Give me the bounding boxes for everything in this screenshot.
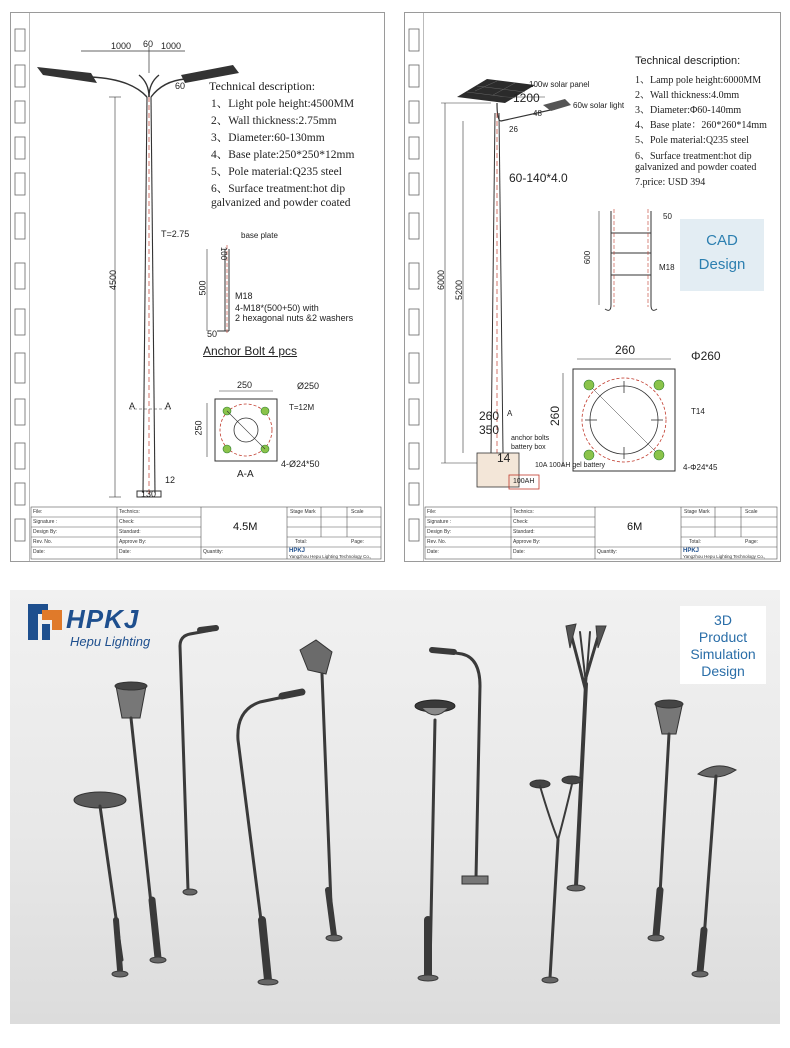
dim-plate-width: 250 <box>237 380 253 390</box>
dim-plate-height: 260 <box>548 405 563 427</box>
dim-bottom-gap: 12 <box>165 475 176 485</box>
dim-bolt-top: 100 <box>219 246 229 261</box>
tb-date: Date: <box>427 549 439 555</box>
tb-page: Page: <box>351 539 365 545</box>
tb-quantity: Quantity: <box>203 549 224 555</box>
tb-logo: HPKJ <box>683 548 700 554</box>
tb-technics: Technics: <box>119 509 140 515</box>
badge-line-1: CAD <box>706 232 738 249</box>
label-bolt-m18: M18 <box>659 263 675 272</box>
anchor-bolt-title: Anchor Bolt 4 pcs <box>203 344 298 358</box>
bolt-spec-line2: 2 hexagonal nuts &2 washers <box>235 313 354 323</box>
tech-description-title: Technical description: <box>635 55 741 67</box>
badge-line-1: 3D <box>714 612 732 628</box>
tb-design-by: Design By: <box>427 529 452 535</box>
dim-plate-thickness: T=12M <box>289 403 315 412</box>
lamp-post-disc <box>74 792 128 977</box>
dim-plate-diameter: Φ260 <box>691 349 721 363</box>
tb-check: Check: <box>119 519 135 525</box>
tb-date: Date: <box>33 549 45 555</box>
dim-pole-height: 5200 <box>454 279 465 301</box>
badge-line-2: Product <box>698 629 748 645</box>
dim-height: 4500 <box>108 269 119 291</box>
section-mark-a-right: A <box>165 401 172 411</box>
tb-scale: Scale <box>351 509 364 515</box>
tb-date2: Date: <box>119 549 131 555</box>
tb-model: 4.5M <box>233 521 258 533</box>
tb-model: 6M <box>627 521 643 533</box>
dim-plate-thickness: T14 <box>691 407 705 416</box>
label-battery-box: battery box <box>511 444 546 451</box>
tb-signature: Signature : <box>427 519 452 525</box>
label-base-plate: base plate <box>241 231 278 240</box>
tech-line: 7.price: USD 394 <box>635 177 706 188</box>
brand-subtitle: Hepu Lighting <box>70 634 151 649</box>
tech-line: 5、Pole material:Q235 steel <box>211 166 342 178</box>
dim-plate-holes: 4-Φ24*45 <box>683 463 718 472</box>
tech-line: galvanized and powder coated <box>211 197 351 209</box>
tb-technics: Technics: <box>513 509 534 515</box>
tech-line: 4、Base plate：260*260*14mm <box>635 120 767 131</box>
label-gel-battery: 10A 100AH gel battery <box>535 462 606 469</box>
label-bolt-m18: M18 <box>235 291 253 301</box>
tb-total: Total: <box>295 539 307 545</box>
tb-design-by: Design By: <box>33 529 58 535</box>
tb-stage-mark: Stage Mark <box>684 509 710 515</box>
dim-arm-left: 1000 <box>111 41 132 51</box>
section-mark-a: A <box>507 409 513 418</box>
dim-bolt-foot: 50 <box>207 329 218 339</box>
dim-pole-diameter: 60-140*4.0 <box>509 171 568 185</box>
tb-file: File: <box>33 509 43 515</box>
label-solar-light: 60w solar light <box>573 101 625 110</box>
tb-page: Page: <box>745 539 759 545</box>
dim-bolt-length: 600 <box>583 250 593 265</box>
label-solar-panel: 100w solar panel <box>529 80 590 89</box>
tb-standard: Standard: <box>119 529 141 535</box>
3d-render-panel <box>10 590 780 1024</box>
tb-logo: HPKJ <box>289 548 306 554</box>
tb-check: Check: <box>513 519 529 525</box>
dim-bolt-length: 500 <box>197 280 208 296</box>
tb-company: Yangzhou Hepu Lighting Technology Co., <box>289 554 372 559</box>
cad-drawing-6m <box>404 12 781 562</box>
tech-line: 2、Wall thickness:2.75mm <box>211 115 337 127</box>
dim-base-260: 260 <box>479 409 500 423</box>
dim-plate-width: 260 <box>615 343 636 357</box>
dim-arm-angle: 60 <box>175 81 186 91</box>
tb-total: Total: <box>689 539 701 545</box>
tb-file: File: <box>427 509 437 515</box>
dim-base-350: 350 <box>479 423 500 437</box>
tech-line: 6、Surface treatment:hot dip <box>635 151 752 162</box>
dim-base-14: 14 <box>497 451 511 465</box>
dim-plate-height: 250 <box>193 420 204 436</box>
bolt-spec-line1: 4-M18*(500+50) with <box>235 303 319 313</box>
tb-stage-mark: Stage Mark <box>290 509 316 515</box>
tb-date2: Date: <box>513 549 525 555</box>
tech-line: 3、Diameter:Φ60-140mm <box>635 105 742 116</box>
tb-approve: Approve By: <box>513 539 541 545</box>
dim-arm-angle: 26 <box>509 125 518 134</box>
dim-bottom-diameter: 130 <box>141 489 157 499</box>
tech-description-title: Technical description: <box>209 79 316 93</box>
dim-plate-holes: 4-Ø24*50 <box>281 459 320 469</box>
dim-arm-center: 60 <box>143 39 154 49</box>
tb-rev-no: Rev. No. <box>427 539 447 545</box>
dim-arm-length: 1200 <box>513 91 540 105</box>
tb-approve: Approve By: <box>119 539 147 545</box>
dim-arm-right: 1000 <box>161 41 182 51</box>
brand-name: HPKJ <box>66 604 140 634</box>
tech-line: 5、Pole material:Q235 steel <box>635 135 749 146</box>
tb-standard: Standard: <box>513 529 535 535</box>
badge-line-2: Design <box>698 256 746 273</box>
tech-line: 4、Base plate:250*250*12mm <box>211 149 355 161</box>
tech-line: 1、Lamp pole height:6000MM <box>635 75 762 86</box>
dim-bolt-top: 50 <box>663 212 672 221</box>
tech-line: 2、Wall thickness:4.0mm <box>635 90 740 101</box>
cad-drawing-4-5m <box>10 12 385 562</box>
tech-line: 6、Surface treatment:hot dip <box>211 183 346 195</box>
tb-company: Yangzhou Hepu Lighting Technology Co., <box>683 554 766 559</box>
tech-line: 1、Light pole height:4500MM <box>211 98 355 110</box>
tb-quantity: Quantity: <box>597 549 618 555</box>
dim-plate-diameter: Ø250 <box>297 381 320 391</box>
cad-design-badge <box>680 219 764 291</box>
tb-signature: Signature : <box>33 519 58 525</box>
label-anchor-bolts: anchor bolts <box>511 435 550 442</box>
section-label-a-a: A-A <box>237 469 254 480</box>
dim-thickness: T=2.75 <box>161 229 190 239</box>
tb-scale: Scale <box>745 509 758 515</box>
dim-total-height: 6000 <box>436 269 447 291</box>
badge-line-3: Simulation <box>690 646 756 662</box>
tech-line: 3、Diameter:60-130mm <box>211 132 325 144</box>
section-mark-a-left: A <box>129 401 136 411</box>
lamp-post-renders <box>10 590 780 1024</box>
dim-arm-height: 48 <box>533 109 542 118</box>
label-battery-100ah: 100AH <box>513 478 535 485</box>
tech-line: galvanized and powder coated <box>635 162 757 173</box>
badge-line-4: Design <box>701 663 745 679</box>
tb-rev-no: Rev. No. <box>33 539 53 545</box>
